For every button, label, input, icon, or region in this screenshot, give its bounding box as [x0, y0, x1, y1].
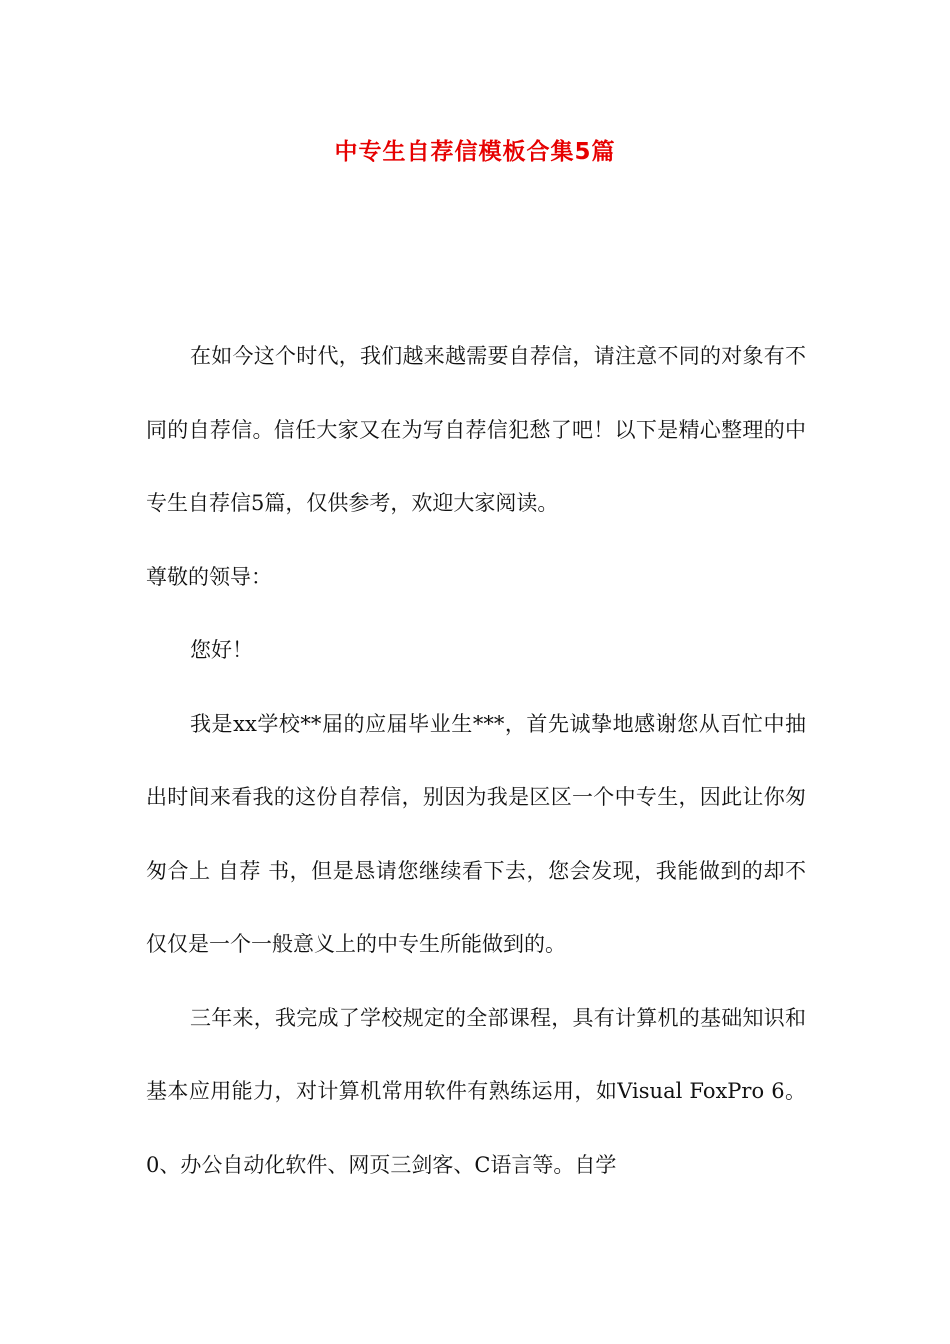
- salutation: 尊敬的领导：: [146, 564, 272, 589]
- greeting: 您好！: [190, 638, 253, 662]
- body-paragraph-introduction: 我是xx学校**届的应届毕业生***，首先诚挚地感谢您从百忙中抽出时间来看我的这份自荐信，别因为我是区区一个中专生，因此让你匆匆合上 自荐 书，但是恳请您继续看下去，您会发现，我能做到的却不仅仅是一个一般意义上的中专生所能做到的。: [146, 711, 806, 956]
- intro-paragraph: 在如今这个时代，我们越来越需要自荐信，请注意不同的对象有不同的自荐信。信任大家又在为写自荐信犯愁了吧！以下是精心整理的中专生自荐信5篇，仅供参考，欢迎大家阅读。: [146, 344, 806, 515]
- body-paragraph-skills: 三年来，我完成了学校规定的全部课程，具有计算机的基础知识和基本应用能力，对计算机常用软件有熟练运用，如Visual FoxPro 6。0、办公自动化软件、网页三剑客、C语言等。自学: [146, 1005, 806, 1177]
- document-body: [146, 320, 806, 1202]
- document-title: 中专生自荐信模板合集5篇: [334, 139, 616, 165]
